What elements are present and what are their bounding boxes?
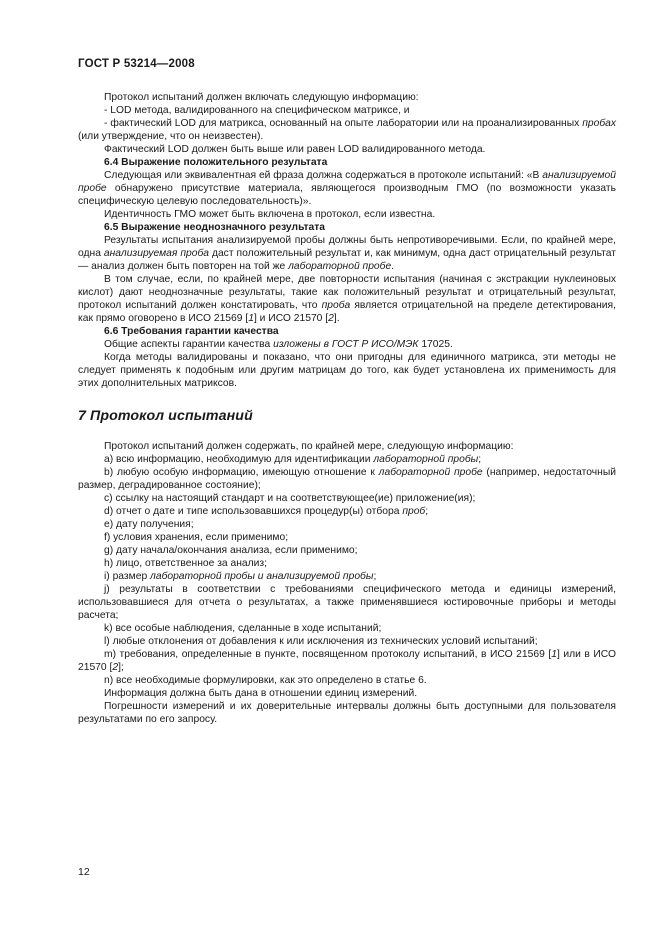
list-item: i) размер лабораторной пробы и анализируемой пробы; [104,571,377,582]
document-body [78,91,616,726]
subsection-heading-6-6: 6.6 Требования гарантии качества [104,326,279,337]
paragraph: В том случае, если, по крайней мере, две повторности испытания (начиная с экстракции нуклеиновых кислот) дают неоднозначные результаты, такие как положительный результат и отрицательный результат, протокол испытаний должен констатировать, что проба является отрицательной на пределе детектирования, как прямо оговорено в ИСО 21569 [1] и ИСО 21570 [2]. [78,274,616,324]
list-item: g) дату начала/окончания анализа, если применимо; [104,545,358,556]
section-heading-7: 7 Протокол испытаний [78,408,253,424]
list-item: а) всю информацию, необходимую для идентификации лабораторной пробы; [104,454,482,465]
paragraph: Следующая или эквивалентная ей фраза должна содержаться в протоколе испытаний: «В анализируемой пробе обнаружено присутствие материала, являющегося производным ГМО (по возможности указать специфическую целевую последовательность)». [78,170,616,207]
list-item: e) дату получения; [104,519,194,530]
list-item: n) все необходимые формулировки, как это определено в статье 6. [104,675,427,686]
paragraph: Идентичность ГМО может быть включена в протокол, если известна. [104,209,436,220]
page-number: 12 [78,866,90,878]
paragraph: Протокол испытаний должен включать следующую информацию: [104,92,419,103]
subsection-heading-6-4: 6.4 Выражение положительного результата [104,157,328,168]
list-item: c) ссылку на настоящий стандарт и на соответствующее(ие) приложение(ия); [104,493,476,504]
list-item: f) условия хранения, если применимо; [104,532,289,543]
list-item: h) лицо, ответственное за анализ; [104,558,267,569]
list-item: j) результаты в соответствии с требованиями специфического метода и единицы измерений, использовавшиеся для отчета о результатах, а также применявшиеся юстировочные приборы и методы расчета; [78,584,616,621]
list-item: - LOD метода, валидированного на специфическом матриксе, и [104,105,410,116]
list-item: k) все особые наблюдения, сделанные в ходе испытаний; [104,623,382,634]
list-item: b) любую особую информацию, имеющую отношение к лабораторной пробе (например, недостаточный размер, деградированное состояние); [78,467,616,491]
paragraph: Протокол испытаний должен содержать, по крайней мере, следующую информацию: [104,441,514,452]
document-header: ГОСТ Р 53214—2008 [78,58,195,70]
paragraph: Информация должна быть дана в отношении единиц измерений. [104,688,418,699]
list-item: d) отчет о дате и типе использовавшихся процедур(ы) отбора проб; [104,506,429,517]
list-item: l) любые отклонения от добавления к или исключения из технических условий испытаний; [104,636,538,647]
paragraph: Результаты испытания анализируемой пробы должны быть непротиворечивыми. Если, по крайней мере, одна анализируемая проба даст положительный результат и, как минимум, одна даст отрицательный результат — анализ должен быть повторен на той же лабораторной пробе. [78,235,616,272]
paragraph: Фактический LOD должен быть выше или равен LOD валидированного метода. [104,144,486,155]
paragraph: Общие аспекты гарантии качества изложены в ГОСТ Р ИСО/МЭК 17025. [104,339,453,350]
list-item: - фактический LOD для матрикса, основанный на опыте лаборатории или на проанализированных пробах (или утверждение, что он неизвестен). [78,118,616,142]
paragraph: Когда методы валидированы и показано, что они пригодны для единичного матрикса, эти методы не следует применять к подобным или другим матрицам до того, как будет установлена их применимость для этих дополнительных матриксов. [78,352,616,389]
subsection-heading-6-5: 6.5 Выражение неоднозначного результата [104,222,326,233]
list-item: m) требования, определенные в пункте, посвященном протоколу испытаний, в ИСО 21569 [1] или в ИСО 21570 [2]; [78,649,616,673]
paragraph: Погрешности измерений и их доверительные интервалы должны быть доступными для пользователя результатами по его запросу. [78,701,616,725]
